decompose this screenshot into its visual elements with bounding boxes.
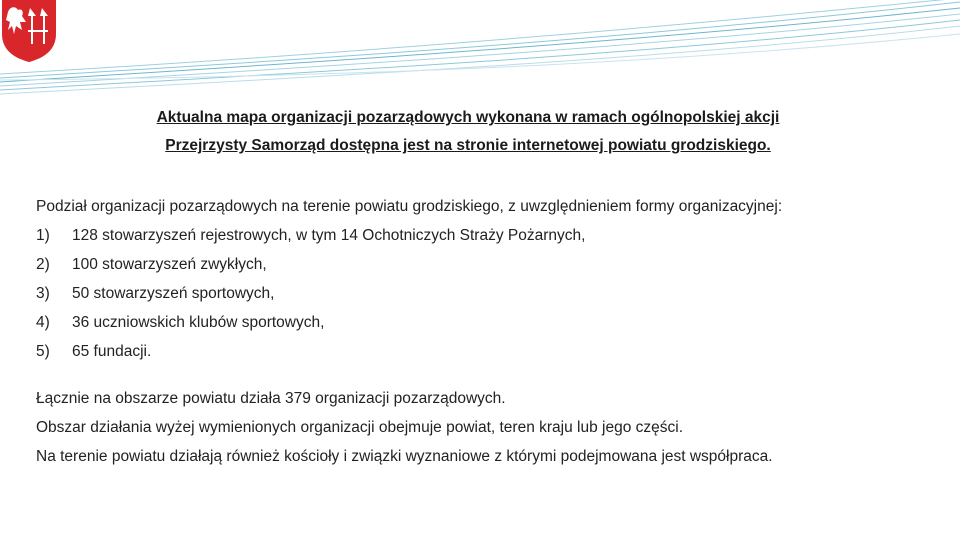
list-item: [36, 337, 896, 366]
list-item-text: 36 uczniowskich klubów sportowych,: [72, 314, 325, 331]
list-item-number: 1): [36, 227, 50, 244]
list-item: [36, 221, 896, 250]
list-item: [36, 250, 896, 279]
list-item-number: 4): [36, 314, 50, 331]
list-item-number: 2): [36, 256, 50, 273]
list-item-text: 100 stowarzyszeń zwykłych,: [72, 256, 267, 273]
summary-line-churches: Na terenie powiatu działają również kościoły i związki wyznaniowe z którymi podejmowana jest współpraca.: [36, 448, 773, 465]
intro-paragraph: Podział organizacji pozarządowych na terenie powiatu grodziskiego, z uwzględnieniem formy organizacyjnej:: [36, 198, 783, 215]
list-item-number: 5): [36, 343, 50, 360]
organization-list: [36, 221, 896, 366]
decor-line: [0, 20, 960, 90]
title-line-2: Przejrzysty Samorząd dostępna jest na stronie internetowej powiatu grodziskiego.: [165, 137, 771, 154]
list-item: [36, 308, 896, 337]
list-item-text: 50 stowarzyszeń sportowych,: [72, 285, 275, 302]
decor-line: [0, 26, 960, 94]
list-item: [36, 279, 896, 308]
decor-line: [0, 0, 960, 74]
coat-of-arms-icon: [0, 0, 58, 62]
title-line-1: Aktualna mapa organizacji pozarządowych wykonana w ramach ogólnopolskiej akcji: [156, 109, 780, 126]
header-decoration: [0, 0, 960, 100]
page-title: [60, 104, 876, 160]
list-item-text: 65 fundacji.: [72, 343, 152, 360]
summary-line-area: Obszar działania wyżej wymienionych organizacji obejmuje powiat, teren kraju lub jego części.: [36, 419, 684, 436]
list-item-number: 3): [36, 285, 50, 302]
content-body: [36, 192, 896, 471]
list-item-text: 128 stowarzyszeń rejestrowych, w tym 14 Ochotniczych Straży Pożarnych,: [72, 227, 586, 244]
summary-line-total: Łącznie na obszarze powiatu działa 379 organizacji pozarządowych.: [36, 390, 506, 407]
decor-line: [0, 8, 960, 82]
spacer: [36, 366, 896, 384]
